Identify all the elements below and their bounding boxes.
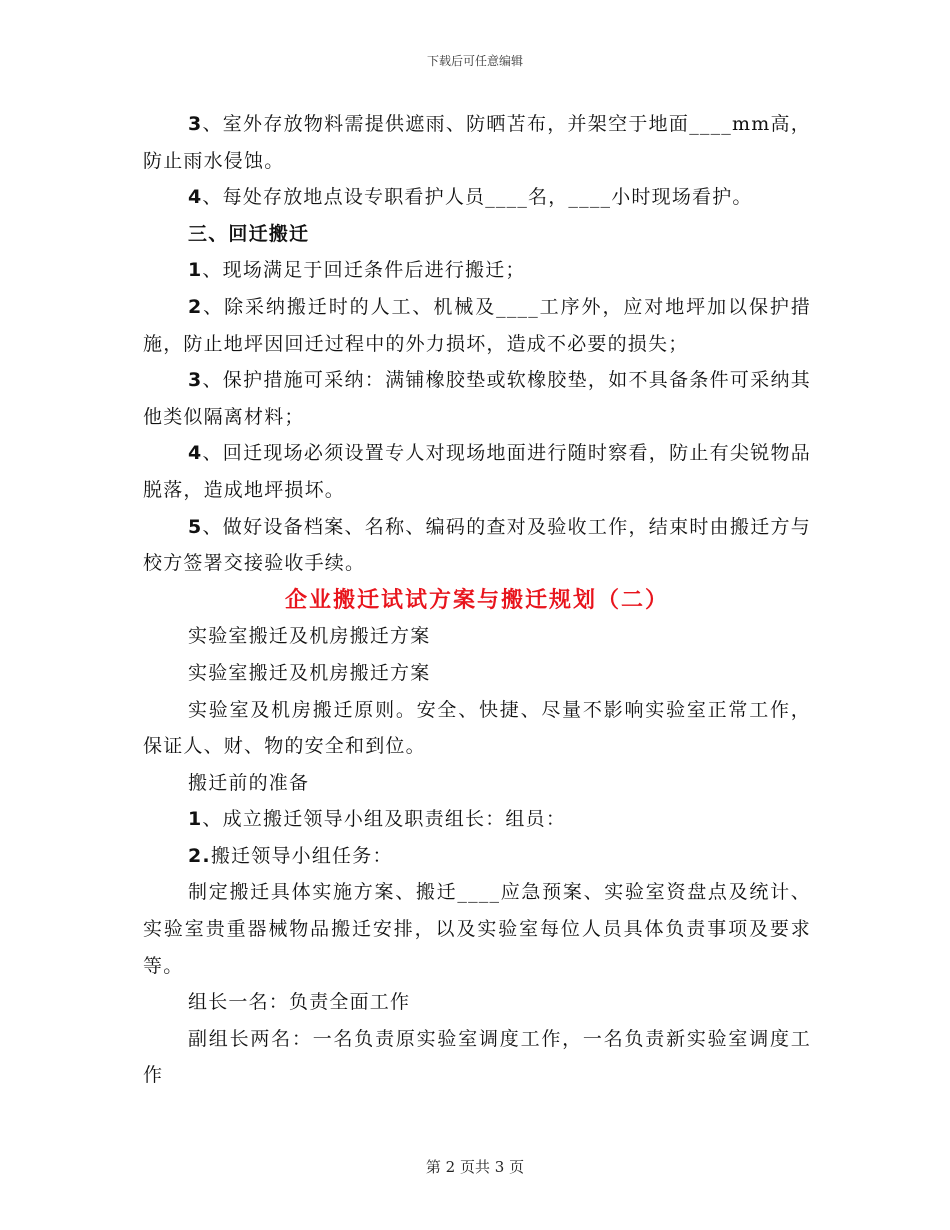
paragraph-3-outdoor-storage — [143, 106, 811, 179]
paragraph-deputy-leaders: 副组长两名：一名负责原实验室调度工作，一名负责新实验室调度工作 — [143, 1027, 811, 1087]
paragraph-text: 、做好设备档案、名称、编码的查对及验收工作，结束时由搬迁方与校方签署交接验收手续。 — [143, 515, 811, 575]
paragraph-return-2 — [143, 289, 811, 362]
item-number: 2. — [188, 844, 211, 867]
item-number: 3 — [188, 113, 203, 135]
paragraph-leadership-group — [143, 801, 811, 838]
item-number: 4 — [188, 186, 203, 209]
paragraph-lab-plan-heading-2: 实验室搬迁及机房搬迁方案 — [188, 661, 431, 684]
paragraph-text: 、现场满足于回迁条件后进行搬迁； — [202, 259, 526, 282]
paragraph-text: 、室外存放物料需提供遮雨、防晒苫布，并架空于地面____mm高，防止雨水侵蚀。 — [143, 113, 811, 172]
section-heading: 三、回迁搬迁 — [188, 222, 310, 245]
item-number: 1 — [188, 259, 203, 282]
paragraph-preparation: 搬迁前的准备 — [188, 771, 310, 794]
paragraph-group-tasks — [143, 838, 811, 875]
paragraph-text: 、回迁现场必须设置专人对现场地面进行随时察看，防止有尖锐物品脱落，造成地坪损坏。 — [143, 442, 811, 501]
paragraph-plan-details: 制定搬迁具体实施方案、搬迁____应急预案、实验室资盘点及统计、实验室贵重器械物品搬迁安排，以及实验室每位人员具体负责事项及要求等。 — [143, 881, 811, 977]
item-number: 2 — [188, 295, 203, 318]
document-title: 企业搬迁试试方案与搬迁规划（二） — [284, 586, 669, 613]
page-footer: 第 2 页共 3 页 — [425, 1158, 525, 1176]
paragraph-return-4 — [143, 435, 811, 508]
paragraph-text: 、成立搬迁领导小组及职责组长：组员： — [202, 808, 567, 831]
paragraph-group-leader: 组长一名：负责全面工作 — [188, 991, 411, 1014]
paragraph-text: 、除采纳搬迁时的人工、机械及____工序外，应对地坪加以保护措施，防止地坪因回迁过程中的外力损坏，造成不必要的损失； — [143, 295, 811, 355]
paragraph-text: 、每处存放地点设专职看护人员____名，____小时现场看护。 — [202, 186, 753, 209]
paragraph-return-1 — [143, 252, 811, 289]
paragraph-return-3 — [143, 362, 811, 435]
paragraph-text: 搬迁领导小组任务： — [210, 844, 393, 867]
item-number: 3 — [188, 369, 203, 392]
page-header: 下载后可任意编辑 — [426, 54, 523, 68]
item-number: 1 — [188, 808, 203, 831]
paragraph-text: 、保护措施可采纳：满铺橡胶垫或软橡胶垫，如不具备条件可采纳其他类似隔离材料； — [143, 369, 811, 428]
paragraph-return-5 — [143, 509, 811, 582]
item-number: 4 — [188, 442, 203, 465]
paragraph-lab-plan-heading-1: 实验室搬迁及机房搬迁方案 — [188, 625, 431, 648]
paragraph-4-guards — [143, 179, 811, 216]
document-body — [143, 106, 811, 1094]
item-number: 5 — [188, 515, 203, 538]
paragraph-principles: 实验室及机房搬迁原则。安全、快捷、尽量不影响实验室正常工作，保证人、财、物的安全和到位。 — [143, 698, 811, 758]
